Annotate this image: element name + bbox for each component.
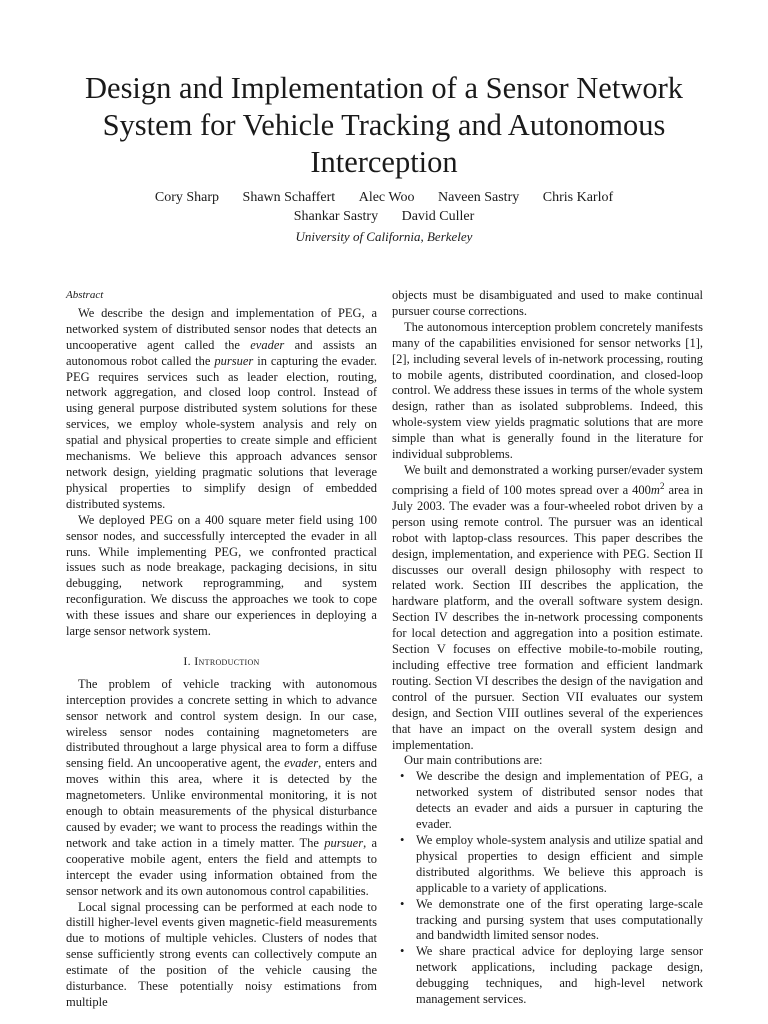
emphasis-evader: evader	[284, 756, 319, 771]
body-paragraph: Our main contributions are:	[404, 753, 543, 768]
list-item: • We employ whole-system analysis and utilize spatial and physical properties to design efficient and simple distributed algorithms. We believe this approach is applicable to a variety of applications.	[392, 833, 703, 897]
text-run: , a cooperative mobile agent, enters the field and attempts to intercept the evader using information obtained from the sensor network and its own autonomous control capabilities.	[66, 835, 377, 898]
emphasis-pursuer: pursuer	[324, 835, 364, 850]
body-paragraph	[392, 463, 703, 753]
body-paragraph-continued: objects must be disambiguated and used to make continual pursuer course corrections.	[392, 288, 703, 318]
paper-title: Design and Implementation of a Sensor Network System for Vehicle Tracking and Autonomous Interception	[85, 71, 683, 179]
emphasis-evader: evader	[250, 337, 285, 352]
author-name: Chris Karlof	[542, 190, 614, 205]
math-base: 400	[632, 483, 651, 498]
math-exponent: 2	[659, 480, 665, 491]
text-run: We built and demonstrated a working purser/evader system comprising a field of 100 motes spread over a	[392, 462, 703, 498]
author-row-1	[40, 188, 728, 207]
body-paragraph	[66, 677, 377, 900]
body-paragraph: Local signal processing can be performed at each node to distill higher-level events given magnetic-field measurements due to motions of multiple vehicles. Clusters of nodes that sense sufficiently strong events can collectively compute an estimate of the position of the vehicle causing the disturbance. These potentially noisy estimations from multiple	[66, 899, 377, 1009]
abstract-label: Abstract	[66, 289, 104, 301]
author-row-2	[40, 207, 728, 226]
text-run: The problem of vehicle tracking with autonomous interception provides a concrete setting in which to advance sensor network and control system design. In our case, wireless sensor nodes containing magnetometers are distributed throughout a large physical area to form a diffuse sensing field. An uncooperative agent, the	[66, 676, 377, 771]
emphasis-pursuer: pursuer	[214, 353, 254, 368]
text-run: area in July 2003. The evader was a four-wheeled robot driven by a person using remote control. The pursuer was an identical robot with laptop-class resources. This paper describes the design, implementation, and experience with PEG. Section II discusses our overall design philosophy with respect to related work. Section III describes the application, the hardware platform, and the overall software system design. Section IV describes the in-network processing components for local detection and aggregation into a position estimate. Section V focuses on effective mobile-to-mobile routing, including effective tree formation and efficient landmark routing. Section VI describes the design of the navigation and control of the pursuer. Section VII evaluates our system design, and Section VIII outlines several of the experiences that have an impact on the overall system design and implementation.	[392, 483, 703, 752]
text-run: and assists an autonomous robot called the	[66, 337, 377, 368]
math-unit: m	[650, 483, 660, 498]
abstract-paragraph: We deployed PEG on a 400 square meter field using 100 sensor nodes, and successfully intercepted the evader in all runs. While implementing PEG, we confronted practical issues such as node breakage, packaging decisions, in situ debugging, network reprogramming, and system reconfiguration. We discuss the approaches we took to cope with these issues and share our experiences in deploying a large sensor network system.	[66, 512, 377, 639]
author-name: David Culler	[401, 209, 475, 224]
right-column	[392, 288, 703, 1008]
contributions-list	[392, 769, 703, 1008]
left-column	[66, 288, 377, 1011]
text-run: We describe the design and implementation of PEG, a networked system of distributed sensor nodes that detects an uncooperative agent called the	[66, 305, 377, 352]
author-name: Naveen Sastry	[437, 190, 520, 205]
author-name: Cory Sharp	[154, 190, 220, 205]
section-number: I.	[183, 653, 195, 668]
author-name: Shankar Sastry	[293, 209, 379, 224]
math-area	[632, 480, 665, 498]
author-name: Shawn Schaffert	[242, 190, 336, 205]
section-heading-introduction	[66, 654, 377, 670]
text-run: , enters and moves within this area, where it is detected by the magnetometers. Unlike environmental monitoring, it is not enough to obtain measurements of the physical disturbance caused by evader; we want to process the readings within the network and take action in a timely matter. The	[66, 756, 377, 850]
list-item: • We describe the design and implementation of PEG, a networked system of distributed sensor nodes that detects an evader and aids a pursuer in capturing the evader.	[392, 769, 703, 833]
text-run: in capturing the evader. PEG requires services such as leader election, routing, network aggregation, and closed loop control. Instead of using general purpose distributed system solutions for these services, we employ whole-system analysis and rely on spatial and physical properties to create simple and efficient mechanisms. We believe this approach advances sensor network design, yielding pragmatic solutions that leverage physical properties to simplify design of embedded distributed systems.	[66, 353, 377, 511]
affiliation: University of California, Berkeley	[295, 229, 473, 244]
list-item: • We demonstrate one of the first operating large-scale tracking and pursing system that uses computationally and bandwidth limited sensor nodes.	[392, 897, 703, 945]
author-list	[40, 188, 728, 226]
section-title: Introduction	[194, 653, 260, 668]
list-item: • We share practical advice for deploying large sensor network applications, including package design, debugging techniques, and high-level network management services.	[392, 944, 703, 1008]
body-paragraph: The autonomous interception problem concretely manifests many of the capabilities envisioned for sensor networks [1], [2], including several levels of in-network processing, routing to mobile agents, distributed coordination, and closed-loop control. We address these issues in terms of the whole system design, rather than as isolated subproblems. Indeed, this whole-system view yields pragmatic solutions that are more simple than what is generally found in the literature for individual subproblems.	[392, 319, 703, 462]
abstract-paragraph	[66, 306, 377, 513]
author-name: Alec Woo	[358, 190, 415, 205]
